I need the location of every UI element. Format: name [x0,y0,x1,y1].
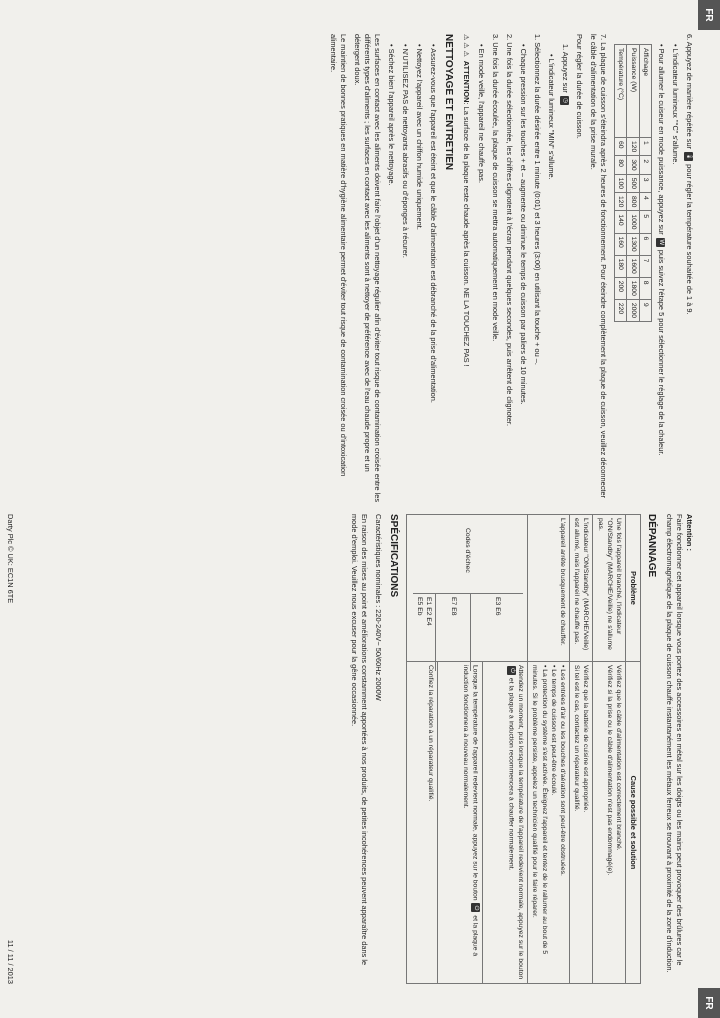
table-cell: 2000 [627,299,639,321]
table-cell: 80 [615,156,627,174]
timer-step: 2. Une fois la durée sélectionnée, les chiffres clignotent à l'écran pendant quelques secondes, puis arrêtent de clignoter. [504,34,514,426]
table-cell: 6 [639,233,651,255]
clean-bullet: • Séchez bien l'appareil après le nettoyage. [387,44,397,186]
spec-paragraph: En raison des mises au point et améliorations constamment apportées à nos produits, de petites incohérences peuvent apparaître dans le mode d'emploi. Veuillez nous excuser pour la gêne occasionnée. [349,514,369,966]
table-row: L'indicateur "ON/Standby" (MARCHE/Veille) est allumé, mais l'appareil ne chauffe pas. Vérifiez que la batterie de cuisine est appropriée. Si tel est le cas, contactez un réparateur qualifié. [569,515,592,984]
power-mode-icon: W [658,239,665,246]
table-cell: 1600 [627,255,639,277]
table-cell: 4 [639,193,651,211]
table-cell: 1300 [627,233,639,255]
footer-date: 11 / 11 / 2013 [6,939,15,984]
timer-step: 3. Une fois la durée écoulée, la plaque de cuisson se mettra automatiquement en mode veille. [490,34,500,342]
left-page [324,34,694,504]
timer-step: 1. Sélectionnez la durée désirée entre 1 minute (0:01) et 3 heures (3:00) en utilisant la touche + ou –. [532,34,542,365]
step-6-bullet: • L'indicateur lumineux "°C" s'allume. [670,44,680,165]
table-row [639,45,651,322]
spec-line: Caractéristiques nominales : 220-240V~ 50/60Hz 2000W [373,514,383,701]
table-cell: 800 [627,193,639,211]
table-cell: 5 [639,211,651,233]
table-cell: 120 [615,193,627,211]
settings-table [614,44,652,322]
step-6-bullet: • Pour allumer le cuiseur en mode puissance, appuyez sur W puis suivez l'étape 5 pour sélectionner le réglage de la chaleur. [656,44,666,456]
table-row: Lorsque la température de l'appareil redevient normale, appuyez sur le bouton ⏻ et la plaque à induction fonctionnera à nouveau normalement. [437,515,482,984]
timer-bullet: • Chaque pression sur les touches + et – augmente ou diminue le temps de cuisson par paliers de 10 minutes. [518,44,528,405]
table-cell: 180 [615,255,627,277]
attention-block: Attention : Faire fonctionner cet appareil lorsque vous portez des accessoires en métal sur les doigts ou les mains peut provoquer des brûlures car le champ électromagnétique de la plaque de cuisson chauffe instantanément les métaux ferreux se trouvant à proximité de la zone d'induction. [664,514,694,973]
table-row [615,45,627,322]
clock-icon: ◷ [562,97,569,104]
timer-bullet: • L'indicateur lumineux "MIN" s'allume. [546,54,556,180]
table-row: Codes d'échec E3 E6 E7 E8 E1 E2 E4 E5 Eb Attendez un moment, puis lorsque la température de l'appareil redevient normale, appuyez sur le bouton ⏻ et la plaque à induction recommencera à chauffer normalement. [482,515,527,984]
warning-icon: ⚠ ⚠ ⚠ [462,34,470,57]
table-cell: 300 [627,156,639,174]
table-cell: 1000 [627,211,639,233]
col-problem: Problème [626,515,641,662]
step-6: 6. Appuyez de manière répétée sur 🌡 pour régler la température souhaitée de 1 à 9. [685,34,694,315]
clean-bullet: • N'UTILISEZ PAS de nettoyants abrasifs ou d'éponges à récurer. [401,44,411,258]
table-cell: 3 [639,174,651,192]
on-off-icon: ⏻ [507,666,516,675]
step-7: 7. La plaque de cuisson s'éteindra après 2 heures de fonctionnement. Pour éteindre complètement la plaque de cuisson, veuillez déconnecter le câble d'alimentation de la prise murale. [589,34,609,499]
row-header: Température (°C) [615,45,627,138]
col-cause: Cause possible et solution [626,662,641,984]
table-cell: 200 [615,277,627,299]
footer-company: Darty Plc © UK: EC1N 6TE [6,514,15,604]
table-cell: 1 [639,138,651,156]
troubleshooting-table [406,514,642,984]
timer-bullet: • En mode veille, l'appareil ne chauffe pas. [476,44,486,184]
on-off-icon: ⏻ [471,903,480,912]
table-row: L'appareil arrête brusquement de chauffer. • Les entrées d'air ou les bouches d'aération sont peut-être obstruées. • Le temps de cuisson est peut-être écoulé. • La protection du système s'est activée. Éteignez l'appareil et tentez de le rallumer au bout de 5 minutes. Si le problème persiste, appelez un technicien qualifié pour le faire réparer. [528,515,570,984]
table-cell: 2 [639,156,651,174]
timer-intro: Pour régler la durée de cuisson. [574,34,584,139]
clean-bullet: • Assurez-vous que l'appareil est éteint et que le câble d'alimentation est débranché de la prise d'alimentation. [429,44,439,403]
clean-bullet: • Nettoyez l'appareil avec un chiffon humide uniquement. [415,44,425,230]
table-cell: 140 [615,211,627,233]
table-row [627,45,639,322]
table-cell: 9 [639,299,651,321]
cleaning-heading: NETTOYAGE ET ENTRETIEN [442,34,454,171]
table-cell: 220 [615,299,627,321]
table-cell: 160 [615,233,627,255]
language-tag: FR [698,0,720,30]
clean-paragraph: Le maintien de bonnes pratiques en matière d'hygiène alimentaire permet d'éviter tout risque de contamination croisée ou d'intoxication alimentaire. [328,34,348,477]
troubleshooting-heading: DÉPANNAGE [645,514,657,578]
table-cell: 7 [639,255,651,277]
row-header: Affichage [639,45,651,138]
table-row: Confiez la réparation à un réparateur qualifié. [406,515,437,984]
table-cell: 120 [627,138,639,156]
attention-note: ⚠ ⚠ ⚠ ATTENTION: La surface de la plaque reste chaude après la cuisson. NE LA TOUCHEZ PAS ! [462,34,472,367]
table-cell: 500 [627,174,639,192]
thermometer-icon: 🌡 [686,152,693,161]
table-cell: 1800 [627,277,639,299]
specifications-heading: SPÉCIFICATIONS [387,514,399,598]
language-tag: FR [698,988,720,1018]
table-row: Une fois l'appareil branché, l'indicateur "ON/Standby" (MARCHE/Veille) ne s'allume pas. Vérifiez que le câble d'alimentation est correctement branché. Vérifiez si la prise ou le câble d'alimentation n'est pas endommagé(e). [593,515,626,984]
row-header: Puissance (W) [627,45,639,138]
table-cell: 60 [615,138,627,156]
table-cell: 8 [639,277,651,299]
table-cell: 100 [615,174,627,192]
timer-step: 1. Appuyez sur ◷ [560,44,570,104]
right-page [345,514,694,984]
clean-paragraph: Les surfaces en contact avec les aliments doivent faire l'objet d'un nettoyage régulier afin d'éviter tout risque de contamination croisée entre les différents types d'aliments ; les surfaces en contact avec les aliments sont à nettoyer de préférence avec de l'eau chaude propre et un détergent doux. [353,34,383,503]
